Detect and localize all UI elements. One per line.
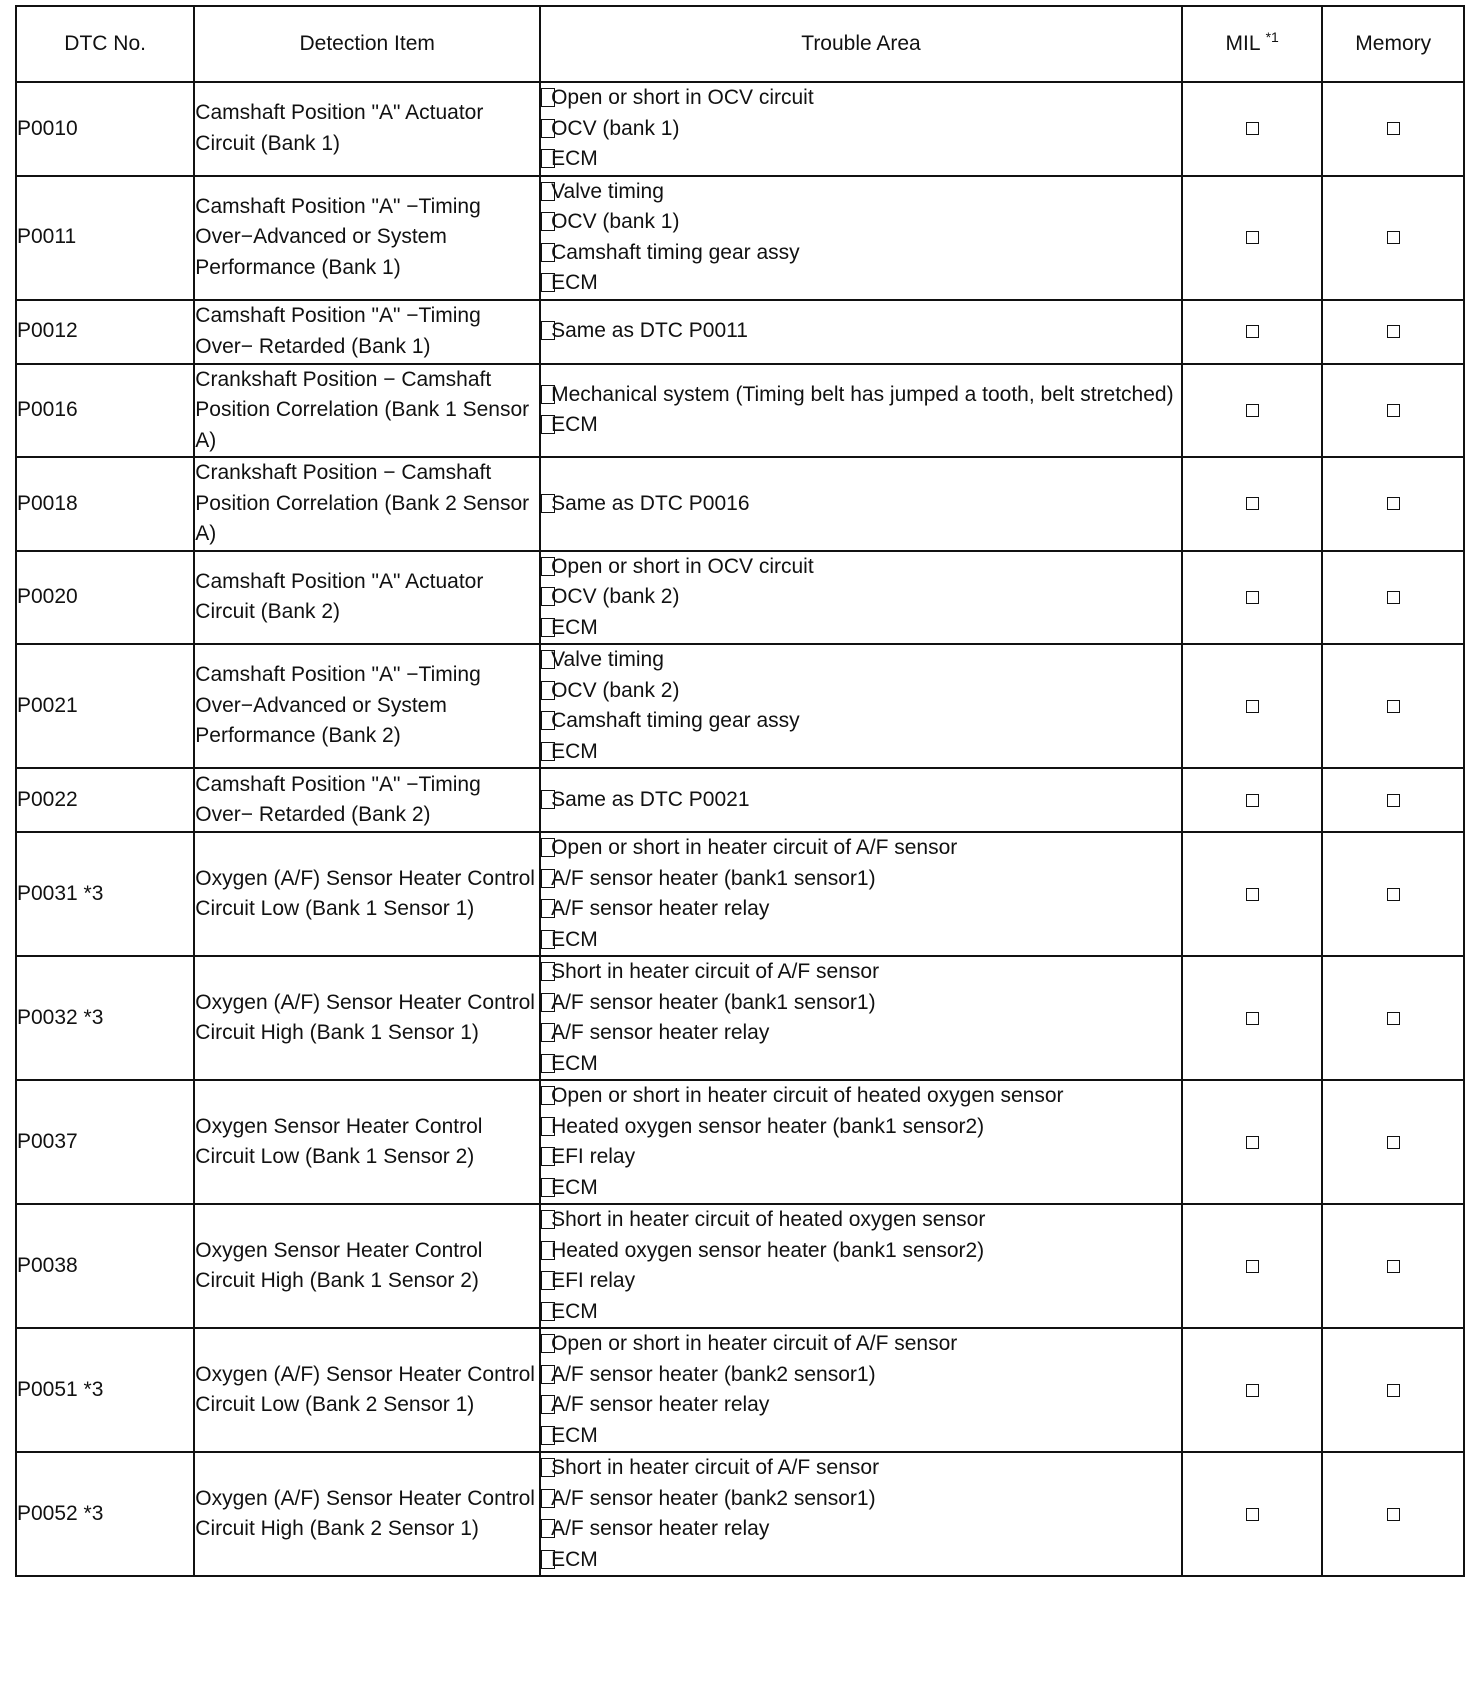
checkbox-square-icon [1387,1012,1400,1025]
trouble-area-item [541,144,1181,175]
trouble-area [540,457,1182,551]
trouble-area-item [541,177,1181,208]
detection-item: Oxygen (A/F) Sensor Heater Control Circuit High (Bank 1 Sensor 1) [194,956,540,1080]
trouble-area-item [541,676,1181,707]
memory-cell [1322,644,1464,768]
trouble-area-text: Open or short in heater circuit of heated oxygen sensor [551,1084,1064,1107]
memory-cell [1322,300,1464,364]
dtc-code: P0021 [16,644,194,768]
trouble-area-item [541,1360,1181,1391]
detection-item: Oxygen (A/F) Sensor Heater Control Circuit Low (Bank 2 Sensor 1) [194,1328,540,1452]
table-row [16,1452,1464,1576]
checkbox-square-icon [1246,404,1259,417]
trouble-area [540,82,1182,176]
checkbox-square-icon [1246,794,1259,807]
checkbox-square-icon [1387,231,1400,244]
memory-cell [1322,1328,1464,1452]
trouble-area-text: Short in heater circuit of A/F sensor [551,960,880,983]
mil-cell [1182,82,1322,176]
trouble-area [540,1204,1182,1328]
mil-cell [1182,457,1322,551]
checkbox-square-icon [1246,1260,1259,1273]
memory-cell [1322,1452,1464,1576]
trouble-area [540,1452,1182,1576]
mil-cell [1182,1328,1322,1452]
trouble-area-text: Short in heater circuit of A/F sensor [551,1456,880,1479]
memory-cell [1322,832,1464,956]
checkbox-square-icon [1387,497,1400,510]
checkbox-square-icon [1387,404,1400,417]
dtc-code: P0020 [16,551,194,645]
trouble-area-text: Open or short in OCV circuit [551,86,814,109]
dtc-code: P0010 [16,82,194,176]
memory-cell [1322,1080,1464,1204]
checkbox-square-icon [1246,591,1259,604]
table-row [16,364,1464,458]
trouble-area [540,1080,1182,1204]
trouble-area-text: OCV (bank 1) [551,210,680,233]
table-row [16,551,1464,645]
trouble-area-item [541,1018,1181,1049]
detection-item: Camshaft Position "A" −Timing Over− Retarded (Bank 1) [194,300,540,364]
trouble-area-item [541,1236,1181,1267]
trouble-area-text: ECM [551,1547,598,1571]
table-row [16,300,1464,364]
trouble-area-text: Heated oxygen sensor heater (bank1 sensor2) [551,1114,985,1138]
trouble-area-text: A/F sensor heater (bank1 sensor1) [551,990,876,1014]
trouble-area-text: ECM [551,1051,598,1075]
checkbox-square-icon [1387,794,1400,807]
mil-cell [1182,956,1322,1080]
checkbox-square-icon [1387,888,1400,901]
memory-cell [1322,82,1464,176]
trouble-area [540,956,1182,1080]
trouble-area [540,644,1182,768]
dtc-code: P0016 [16,364,194,458]
trouble-area-text: OCV (bank 2) [551,585,680,608]
checkbox-square-icon [1387,325,1400,338]
table-row [16,457,1464,551]
mil-cell [1182,832,1322,956]
trouble-area-item [541,1081,1181,1112]
detection-item: Crankshaft Position − Camshaft Position Correlation (Bank 2 Sensor A) [194,457,540,551]
trouble-area-item [541,988,1181,1019]
trouble-area-text: A/F sensor heater relay [551,1021,770,1044]
dtc-table [15,5,1465,1577]
memory-cell [1322,956,1464,1080]
checkbox-square-icon [1246,1508,1259,1521]
trouble-area [540,300,1182,364]
memory-cell [1322,176,1464,300]
checkbox-square-icon [1246,1136,1259,1149]
trouble-area-text: A/F sensor heater relay [551,897,770,920]
detection-item: Camshaft Position "A" −Timing Over−Advanced or System Performance (Bank 2) [194,644,540,768]
trouble-area-text: ECM [551,927,598,951]
trouble-area-item [541,1390,1181,1421]
mil-cell [1182,300,1322,364]
trouble-area-item [541,737,1181,768]
detection-item: Oxygen (A/F) Sensor Heater Control Circuit Low (Bank 1 Sensor 1) [194,832,540,956]
trouble-area-item [541,380,1181,411]
trouble-area [540,768,1182,832]
mil-cell [1182,644,1322,768]
trouble-area-text: ECM [551,413,598,437]
mil-cell [1182,364,1322,458]
trouble-area-item [541,316,1181,347]
table-row [16,768,1464,832]
trouble-area-item [541,1421,1181,1452]
header-row [16,6,1464,82]
mil-cell [1182,1452,1322,1576]
dtc-code: P0032 *3 [16,956,194,1080]
trouble-area-text: ECM [551,1423,598,1447]
trouble-area-item [541,613,1181,644]
trouble-area-item [541,410,1181,441]
mil-cell [1182,551,1322,645]
memory-cell [1322,551,1464,645]
trouble-area-text: Same as DTC P0011 [551,319,748,343]
dtc-code: P0052 *3 [16,1452,194,1576]
header-mil [1182,6,1322,82]
mil-cell [1182,176,1322,300]
trouble-area-item [541,83,1181,114]
table-row [16,832,1464,956]
checkbox-square-icon [1387,122,1400,135]
trouble-area-item [541,1142,1181,1173]
checkbox-square-icon [1387,1384,1400,1397]
checkbox-square-icon [1387,700,1400,713]
trouble-area-item [541,925,1181,956]
trouble-area-text: EFI relay [551,1269,636,1292]
dtc-code: P0031 *3 [16,832,194,956]
checkbox-square-icon [1246,497,1259,510]
trouble-area-text: OCV (bank 1) [551,116,680,140]
trouble-area-text: Valve timing [551,179,664,203]
trouble-area-text: Same as DTC P0016 [551,491,750,515]
trouble-area-item [541,582,1181,613]
detection-item: Camshaft Position "A" −Timing Over− Retarded (Bank 2) [194,768,540,832]
trouble-area-text: Open or short in heater circuit of A/F sensor [551,836,958,859]
trouble-area-item [541,552,1181,583]
detection-item: Oxygen (A/F) Sensor Heater Control Circuit High (Bank 2 Sensor 1) [194,1452,540,1576]
trouble-area-text: A/F sensor heater (bank1 sensor1) [551,866,876,890]
detection-item: Camshaft Position "A" Actuator Circuit (Bank 1) [194,82,540,176]
checkbox-square-icon [1387,1508,1400,1521]
trouble-area-item [541,1205,1181,1236]
trouble-area-item [541,1049,1181,1080]
checkbox-square-icon [1387,1260,1400,1273]
table-row [16,644,1464,768]
trouble-area-text: EFI relay [551,1145,636,1168]
header-dtc-no: DTC No. [16,6,194,82]
table-row [16,1328,1464,1452]
trouble-area [540,364,1182,458]
trouble-area-item [541,833,1181,864]
memory-cell [1322,457,1464,551]
trouble-area-item [541,1112,1181,1143]
checkbox-square-icon [1246,325,1259,338]
trouble-area-text: A/F sensor heater relay [551,1517,770,1540]
trouble-area-text: Camshaft timing gear assy [551,240,800,264]
trouble-area-text: Mechanical system (Timing belt has jumped a tooth, belt stretched) [551,382,1174,406]
trouble-area [540,176,1182,300]
trouble-area [540,832,1182,956]
trouble-area-text: ECM [551,615,598,639]
trouble-area-item [541,238,1181,269]
trouble-area-item [541,1297,1181,1328]
checkbox-square-icon [1246,700,1259,713]
trouble-area-item [541,268,1181,299]
detection-item: Camshaft Position "A" Actuator Circuit (Bank 2) [194,551,540,645]
trouble-area-item [541,207,1181,238]
trouble-area-text: Camshaft timing gear assy [551,709,800,732]
header-trouble-area: Trouble Area [540,6,1182,82]
trouble-area-text: A/F sensor heater (bank2 sensor1) [551,1486,876,1510]
trouble-area-item [541,706,1181,737]
header-memory: Memory [1322,6,1464,82]
header-mil-footnote: *1 [1265,28,1279,45]
detection-item: Crankshaft Position − Camshaft Position Correlation (Bank 1 Sensor A) [194,364,540,458]
checkbox-square-icon [1246,1012,1259,1025]
detection-item: Camshaft Position "A" −Timing Over−Advanced or System Performance (Bank 1) [194,176,540,300]
trouble-area-text: Heated oxygen sensor heater (bank1 sensor2) [551,1238,985,1262]
trouble-area-text: Open or short in OCV circuit [551,554,814,578]
trouble-area-item [541,1484,1181,1515]
dtc-code: P0037 [16,1080,194,1204]
dtc-code: P0018 [16,457,194,551]
detection-item: Oxygen Sensor Heater Control Circuit High (Bank 1 Sensor 2) [194,1204,540,1328]
trouble-area-text: ECM [551,1175,598,1199]
memory-cell [1322,768,1464,832]
checkbox-square-icon [1246,1384,1259,1397]
dtc-code: P0051 *3 [16,1328,194,1452]
trouble-area-text: ECM [551,147,598,170]
trouble-area-text: OCV (bank 2) [551,678,680,702]
trouble-area-item [541,864,1181,895]
trouble-area-text: ECM [551,1299,598,1323]
trouble-area-item [541,1514,1181,1545]
checkbox-square-icon [1246,122,1259,135]
checkbox-square-icon [1246,888,1259,901]
trouble-area-text: A/F sensor heater (bank2 sensor1) [551,1362,876,1386]
trouble-area [540,551,1182,645]
table-row [16,82,1464,176]
detection-item: Oxygen Sensor Heater Control Circuit Low (Bank 1 Sensor 2) [194,1080,540,1204]
header-detection-item: Detection Item [194,6,540,82]
mil-cell [1182,1080,1322,1204]
trouble-area-item [541,1545,1181,1576]
table-row [16,176,1464,300]
mil-cell [1182,768,1322,832]
dtc-code: P0011 [16,176,194,300]
trouble-area-text: Same as DTC P0021 [551,787,750,811]
trouble-area-text: ECM [551,739,598,763]
memory-cell [1322,364,1464,458]
dtc-code: P0038 [16,1204,194,1328]
checkbox-square-icon [1246,231,1259,244]
checkbox-square-icon [1387,1136,1400,1149]
trouble-area-item [541,1173,1181,1204]
mil-cell [1182,1204,1322,1328]
trouble-area-item [541,1453,1181,1484]
trouble-area-text: Open or short in heater circuit of A/F sensor [551,1332,958,1355]
dtc-code: P0012 [16,300,194,364]
table-row [16,1204,1464,1328]
trouble-area-item [541,645,1181,676]
table-row [16,1080,1464,1204]
trouble-area-item [541,894,1181,925]
trouble-area-item [541,114,1181,145]
trouble-area-text: Valve timing [551,648,664,671]
trouble-area-item [541,1266,1181,1297]
checkbox-square-icon [1387,591,1400,604]
table-row [16,956,1464,1080]
trouble-area-text: Short in heater circuit of heated oxygen sensor [551,1208,986,1231]
memory-cell [1322,1204,1464,1328]
trouble-area-item [541,489,1181,520]
trouble-area [540,1328,1182,1452]
header-mil-label: MIL [1225,31,1260,55]
trouble-area-item [541,785,1181,816]
trouble-area-item [541,957,1181,988]
trouble-area-text: ECM [551,271,598,294]
trouble-area-item [541,1329,1181,1360]
trouble-area-text: A/F sensor heater relay [551,1393,770,1416]
dtc-code: P0022 [16,768,194,832]
